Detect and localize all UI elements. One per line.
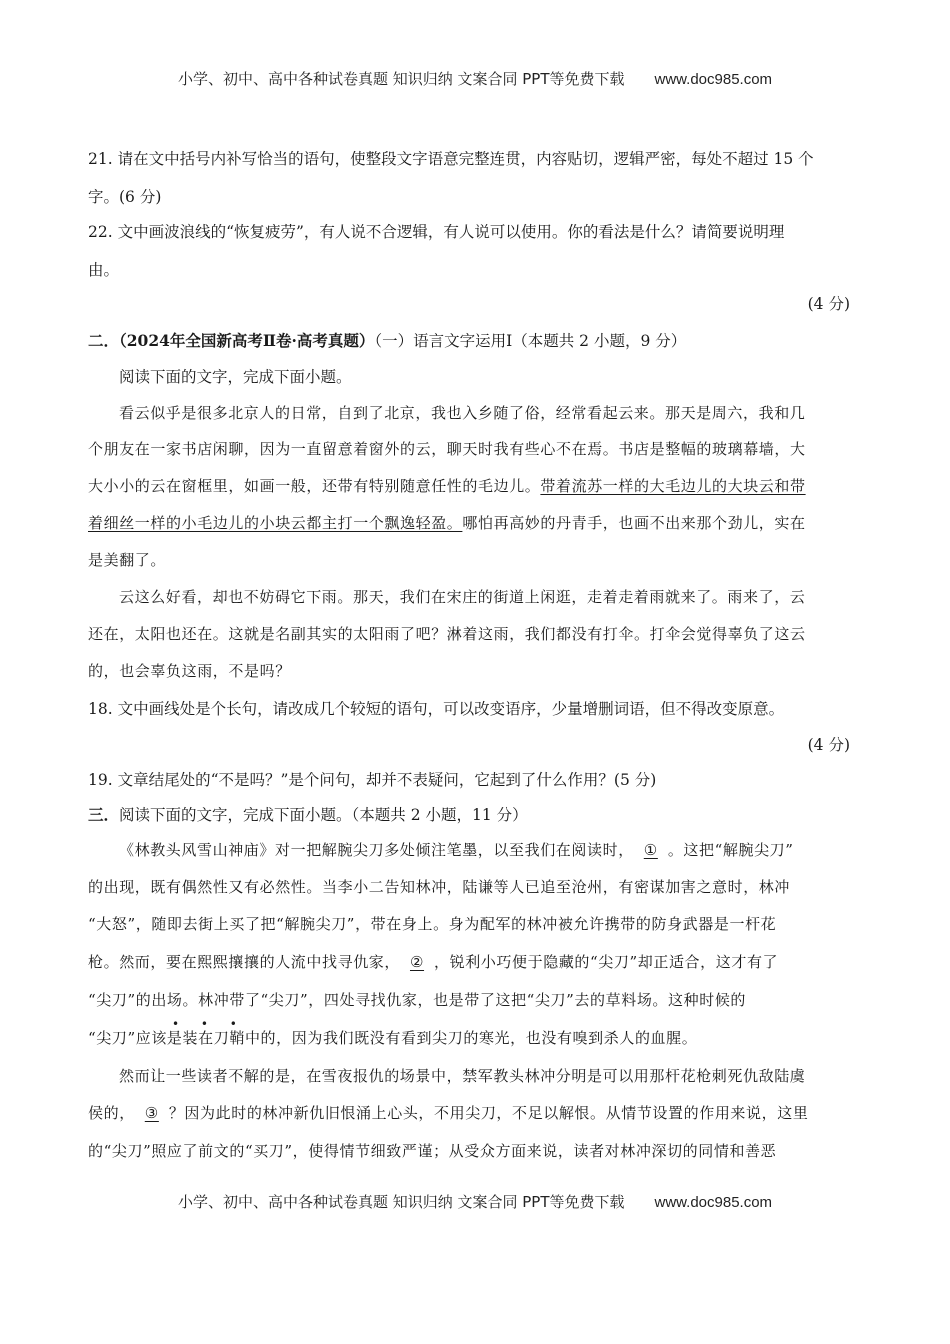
q18-score: (4 分) (807, 736, 850, 754)
s3-p1-line-4 (88, 951, 858, 972)
q18-text: 18. 文中画线处是个长句，请改成几个较短的语句，可以改变语序，少量增删词语，但不得改变原意。 (88, 700, 785, 718)
s3-p2-line-3: 的“尖刀”照应了前文的“买刀”，使得情节细致严谨；从受众方面来说，读者对林冲深切的同情和善恶 (88, 1142, 777, 1160)
section2-heading (88, 329, 858, 351)
blank-3[interactable]: ③ (144, 1104, 159, 1122)
s2-p1-line-3 (88, 475, 858, 496)
q21-line-2: 字。(6 分) (88, 188, 162, 206)
q22-line-2: 由。 (88, 261, 120, 279)
q22-score: (4 分) (807, 295, 850, 313)
section3-title: 阅读下面的文字，完成下面小题。（本题共 2 小题，11 分） (119, 806, 528, 824)
q19-text: 19. 文章结尾处的“不是吗？”是个问句，却并不表疑问，它起到了什么作用？(5 分) (88, 771, 657, 789)
s3-p1-line-3: “大怒”，随即去街上买了把“解腕尖刀”，带在身上。身为配军的林冲被允许携带的防身武器是一杆花 (88, 915, 777, 933)
s2-p2-line-2: 还在，太阳也还在。这就是名副其实的太阳雨了吧？淋着这雨，我们都没有打伞。打伞会觉得辜负了这云 (88, 625, 806, 643)
s3-p1-line-4-a: 枪。然而，要在熙熙攘攘的人流中找寻仇家， (88, 953, 401, 971)
s2-p1-line-3-plain: 大小小的云在窗框里，如画一般，还带有特别随意任性的毛边儿。 (88, 477, 541, 495)
emphasis-dots: • • • (172, 1017, 246, 1031)
footer-text: 小学、初中、高中各种试卷真题 知识归纳 文案合同 PPT等免费下载 (177, 1193, 625, 1211)
s3-p1-line-1 (119, 839, 858, 860)
s3-p1-line-5: “尖刀”的出场。林冲带了“尖刀”，四处寻找仇家，也是带了这把“尖刀”去的草料场。这种时候的 (88, 991, 747, 1009)
q22-line-1: 22. 文中画波浪线的“恢复疲劳”，有人说不合逻辑，有人说可以使用。你的看法是什么？请简要说明理 (88, 223, 785, 241)
s3-p2-line-1: 然而让一些读者不解的是，在雪夜报仇的场景中，禁军教头林冲分明是可以用那杆花枪刺死仇敌陆虞 (119, 1067, 806, 1085)
s3-p2-line-2-a: 侯的， (88, 1104, 135, 1122)
s3-p1-line-4-b: ，锐利小巧便于隐藏的“尖刀”却正适合，这才有了 (434, 953, 779, 971)
blank-2[interactable]: ② (409, 953, 425, 971)
section2-number: 二． (88, 331, 120, 350)
section3-heading (88, 803, 858, 825)
underlined-long-sentence-part-1: 带着流苏一样的大毛边儿的大块云和带 (540, 477, 806, 495)
s3-p1-line-1-a: 《林教头风雪山神庙》对一把解腕尖刀多处倾注笔墨，以至我们在阅读时， (119, 841, 634, 859)
s2-p2-line-1: 云这么好看，却也不妨碍它下雨。那天，我们在宋庄的街道上闲逛，走着走着雨就来了。雨来了，云 (119, 588, 806, 606)
header-site-link[interactable]: www.doc985.com (654, 71, 773, 88)
section2-source: （2024年全国新高考Ⅱ卷·高考真题） (119, 331, 375, 350)
s3-p1-line-2: 的出现，既有偶然性又有必然性。当李小二告知林冲，陆谦等人已追至沧州，有密谋加害之意时，林冲 (88, 878, 791, 896)
s2-p1-line-2: 个朋友在一家书店闲聊，因为一直留意着窗外的云，聊天时我有些心不在焉。书店是整幅的玻璃幕墙，大 (88, 440, 806, 458)
section2-instruction: 阅读下面的文字，完成下面小题。 (119, 368, 352, 386)
s2-p1-line-1: 看云似乎是很多北京人的日常，自到了北京，我也入乡随了俗，经常看起云来。那天是周六，我和几 (119, 404, 806, 422)
footer-site-link[interactable]: www.doc985.com (654, 1194, 773, 1211)
header-text: 小学、初中、高中各种试卷真题 知识归纳 文案合同 PPT等免费下载 (177, 70, 625, 88)
s2-p1-line-4-plain: 哪怕再高妙的丹青手，也画不出来那个劲儿，实在 (462, 514, 806, 532)
s2-p2-line-3: 的，也会辜负这雨，不是吗？ (88, 662, 291, 680)
s3-p1-line-6: “尖刀”应该是装在刀鞘中的，因为我们既没有看到尖刀的寒光，也没有嗅到杀人的血腥。 (88, 1029, 698, 1047)
s2-p1-line-5: 是美翻了。 (88, 551, 167, 569)
section2-title: （一）语言文字运用Ⅰ（本题共 2 小题，9 分） (374, 332, 687, 350)
page-header (0, 68, 950, 89)
q21-line-1: 21. 请在文中括号内补写恰当的语句，使整段文字语意完整连贯，内容贴切，逻辑严密，每处不超过 15 个 (88, 150, 814, 168)
s3-p1-line-1-b: 。这把“解腕尖刀” (667, 841, 794, 859)
s3-p2-line-2 (88, 1102, 858, 1123)
s3-p2-line-2-b: ？因为此时的林冲新仇旧恨涌上心头，不用尖刀，不足以解恨。从情节设置的作用来说，这里 (168, 1104, 809, 1122)
section3-number: 三． (88, 805, 120, 824)
blank-1[interactable]: ① (643, 841, 658, 859)
page-footer (0, 1191, 950, 1212)
s2-p1-line-4 (88, 512, 858, 533)
underlined-long-sentence-part-2: 着细丝一样的小毛边儿的小块云都主打一个飘逸轻盈。 (88, 514, 463, 532)
